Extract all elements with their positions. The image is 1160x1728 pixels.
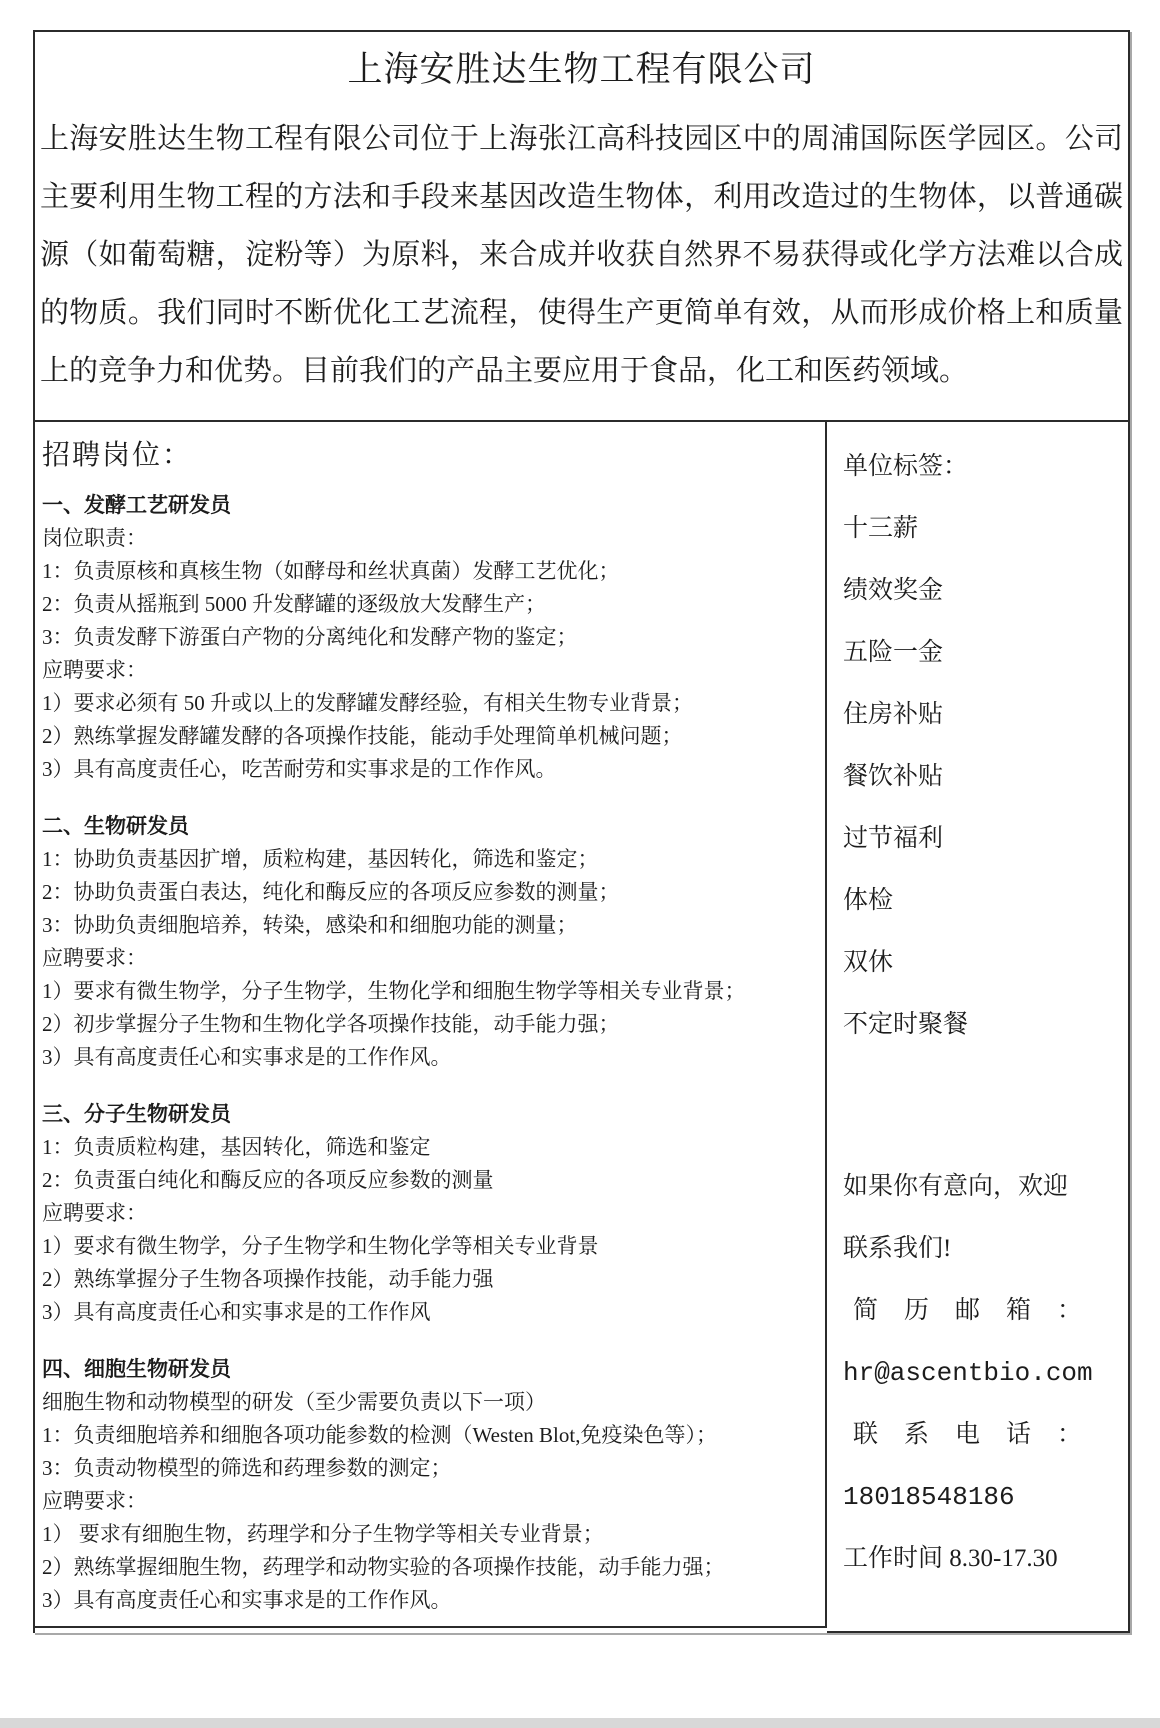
job-line: 1）要求必须有 50 升或以上的发酵罐发酵经验，有相关生物专业背景； [42, 691, 693, 715]
job-line: 3）具有高度责任心和实事求是的工作作风 [42, 1300, 431, 1324]
jobs-cell [35, 422, 827, 1628]
work-hours: 工作时间 8.30-17.30 [843, 1545, 1058, 1572]
job-line: 3）具有高度责任心，吃苦耐劳和实事求是的工作作风。 [42, 757, 557, 781]
job-line: 细胞生物和动物模型的研发（至少需要负责以下一项） [42, 1390, 546, 1414]
job-line: 1：负责细胞培养和细胞各项功能参数的检测（Westen Blot,免疫染色等）； [42, 1423, 717, 1447]
job-line: 1：负责原核和真核生物（如酵母和丝状真菌）发酵工艺优化； [42, 559, 620, 583]
contact-invite-line2: 联系我们! [843, 1235, 952, 1262]
job-line: 1）要求有微生物学，分子生物学，生物化学和细胞生物学等相关专业背景； [42, 979, 746, 1003]
job-line: 1） 要求有细胞生物，药理学和分子生物学等相关专业背景； [42, 1522, 604, 1546]
job-line: 2）熟练掌握细胞生物，药理学和动物实验的各项操作技能，动手能力强； [42, 1555, 725, 1579]
job-line: 应聘要求： [42, 1489, 147, 1513]
job-line: 2）初步掌握分子生物和生物化学各项操作技能，动手能力强； [42, 1012, 620, 1036]
tag-item: 不定时聚餐 [843, 1011, 969, 1038]
job-section-title: 二、生物研发员 [42, 814, 189, 838]
vertical-gap [843, 1056, 1120, 1156]
phone-value: 18018548186 [843, 1482, 1015, 1512]
job-line: 应聘要求： [42, 658, 147, 682]
tag-item: 绩效奖金 [843, 577, 944, 604]
tag-item: 双休 [843, 949, 894, 976]
job-line: 1：协助负责基因扩增，质粒构建，基因转化，筛选和鉴定； [42, 847, 599, 871]
company-intro: 上海安胜达生物工程有限公司位于上海张江高科技园区中的周浦国际医学园区。公司主要利用生物工程的方法和手段来基因改造生物体，利用改造过的生物体，以普通碳源（如葡萄糖，淀粉等）为原料，来合成并收获自然界不易获得或化学方法难以合成的物质。我们同时不断优化工艺流程，使得生产更简单有效，从而形成价格上和质量上的竞争力和优势。目前我们的产品主要应用于食品，化工和医药领域。 [40, 123, 1123, 387]
job-line: 应聘要求： [42, 1201, 147, 1225]
job-section-biology [42, 810, 791, 1074]
tags-heading: 单位标签： [843, 453, 969, 480]
job-section-cell [42, 1353, 791, 1617]
job-line: 3）具有高度责任心和实事求是的工作作风。 [42, 1588, 452, 1612]
job-line: 3：协助负责细胞培养，转染，感染和和细胞功能的测量； [42, 913, 578, 937]
page-bottom-bar [0, 1718, 1160, 1728]
job-line: 2：负责蛋白纯化和酶反应的各项反应参数的测量 [42, 1168, 494, 1192]
tag-item: 十三薪 [843, 515, 919, 542]
job-line: 1）要求有微生物学，分子生物学和生物化学等相关专业背景 [42, 1234, 599, 1258]
job-line: 3：负责发酵下游蛋白产物的分离纯化和发酵产物的鉴定； [42, 625, 578, 649]
tag-item: 体检 [843, 887, 894, 914]
email-value: hr@ascentbio.com [843, 1358, 1093, 1388]
contact-invite-line1: 如果你有意向，欢迎 [843, 1173, 1069, 1200]
job-line: 2）熟练掌握发酵罐发酵的各项操作技能，能动手处理简单机械问题； [42, 724, 683, 748]
tag-item: 过节福利 [843, 825, 944, 852]
tag-item: 餐饮补贴 [843, 763, 944, 790]
job-line: 2：负责从摇瓶到 5000 升发酵罐的逐级放大发酵生产； [42, 592, 546, 616]
job-line: 2：协助负责蛋白表达，纯化和酶反应的各项反应参数的测量； [42, 880, 620, 904]
phone-label: 联系电话： [853, 1421, 1109, 1448]
job-section-title: 三、分子生物研发员 [42, 1102, 231, 1126]
job-line: 应聘要求： [42, 946, 147, 970]
job-line: 3：负责动物模型的筛选和药理参数的测定； [42, 1456, 452, 1480]
job-section-title: 一、发酵工艺研发员 [42, 493, 231, 517]
document-table [33, 30, 1130, 1633]
job-line: 3）具有高度责任心和实事求是的工作作风。 [42, 1045, 452, 1069]
job-section-fermentation [42, 489, 791, 786]
job-section-molecular [42, 1098, 791, 1329]
two-column-area [35, 422, 1128, 1633]
company-header-cell [35, 32, 1128, 422]
tags-cell [827, 422, 1128, 1633]
email-label: 简历邮箱： [853, 1297, 1109, 1324]
job-line: 2）熟练掌握分子生物各项操作技能，动手能力强 [42, 1267, 494, 1291]
job-line: 岗位职责： [42, 526, 147, 550]
tag-item: 住房补贴 [843, 701, 944, 728]
tag-item: 五险一金 [843, 639, 944, 666]
job-section-title: 四、细胞生物研发员 [42, 1357, 231, 1381]
jobs-heading: 招聘岗位： [42, 440, 193, 471]
company-title: 上海安胜达生物工程有限公司 [347, 50, 816, 89]
job-line: 1：负责质粒构建，基因转化，筛选和鉴定 [42, 1135, 431, 1159]
